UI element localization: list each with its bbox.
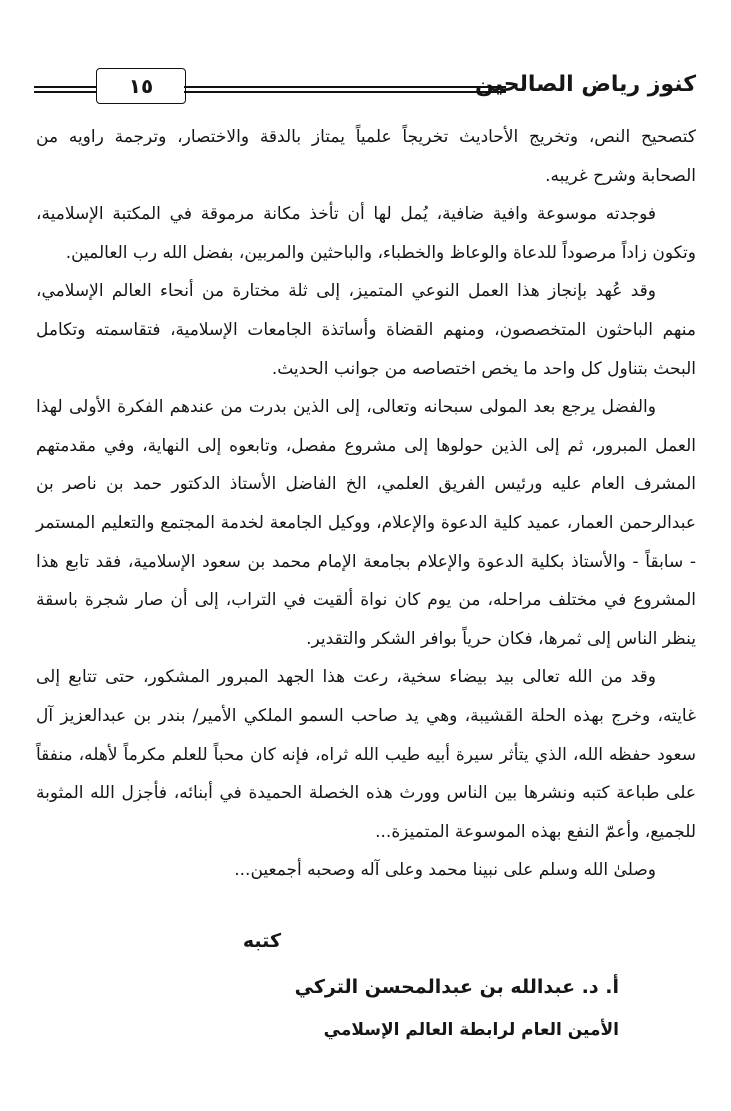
signature-role: الأمين العام لرابطة العالم الإسلامي [323, 1020, 619, 1040]
paragraph-2: فوجدته موسوعة وافية ضافية، يُمل لها أن تأخذ مكانة مرموقة في المكتبة الإسلامية، وتكون زاداً مرصوداً للدعاة والوعاظ والخطباء، والباحثين والمربين، بفضل الله رب العالمين. [36, 204, 696, 263]
paragraph-3: وقد عُهد بإنجاز هذا العمل النوعي المتميز، إلى ثلة مختارة من أنحاء العالم الإسلامي، منهم الباحثون المتخصصون، ومنهم القضاة وأساتذة الجامعات الإسلامية، فتقاسمته وتكامل البحث بتناول كل واحد ما يخص اختصاصه من جوانب الحديث. [36, 281, 696, 379]
signature-name: أ. د. عبدالله بن عبدالمحسن التركي [294, 976, 619, 998]
closing-prayer: وصلىٰ الله وسلم على نبينا محمد وعلى آله وصحبه أجمعين... [234, 860, 656, 881]
paragraph-5: وقد من الله تعالى بيد بيضاء سخية، رعت هذا الجهد المبرور المشكور، حتى تتابع إلى غايته، وخرج بهذه الحلة القشيبة، وهي يد صاحب السمو الملكي الأمير/ بندر بن عبدالعزيز آل سعود حفظه الله، الذي يتأثر سيرة أبيه طيب الله ثراه، فإنه كان محباً للعلم مكرماً لأهله، منفقاً على طباعة كتبه ونشرها بين الناس وورث هذه الخصلة الحميدة في أبنائه، فأجزل الله المثوبة للجميع، وأعمّ النفع بهذه الموسوعة المتميزة... [36, 667, 696, 842]
paragraph-4: والفضل يرجع بعد المولى سبحانه وتعالى، إلى الذين بدرت من عندهم الفكرة الأولى لهذا العمل المبرور، ثم إلى الذين حولوها إلى مشروع مفصل، وتابعوه إلى النهاية، وفي مقدمتهم المشرف العام عليه ورئيس الفريق العلمي، الخ الفاضل الأستاذ الدكتور حمد بن ناصر بن عبدالرحمن العمار، عميد كلية الدعوة والإعلام، ووكيل الجامعة لخدمة المجتمع والتعليم المستمر - سابقاً - والأستاذ بكلية الدعوة والإعلام بجامعة الإمام محمد بن سعود الإسلامية، فقد تابع هذا المشروع في مختلف مراحله، من يوم كان نواة ألقيت في التراب، إلى أن صار شجرة باسقة ينظر الناس إلى ثمرها، فكان حرياً بوافر الشكر والتقدير. [36, 397, 696, 649]
signature-label: كتبه [242, 930, 281, 952]
body-text [36, 118, 696, 890]
running-title: كنوز رياض الصالحين [475, 72, 696, 97]
page-header [34, 64, 696, 108]
page-number: ١٥ [128, 74, 154, 98]
header-rule-right [184, 86, 506, 93]
page-number-box [96, 68, 186, 104]
header-rule-left [34, 86, 96, 93]
paragraph-1: كتصحيح النص، وتخريج الأحاديث تخريجاً علمياً يمتاز بالدقة والاختصار، وترجمة راويه من الصحابة وشرح غريبه. [36, 127, 696, 186]
